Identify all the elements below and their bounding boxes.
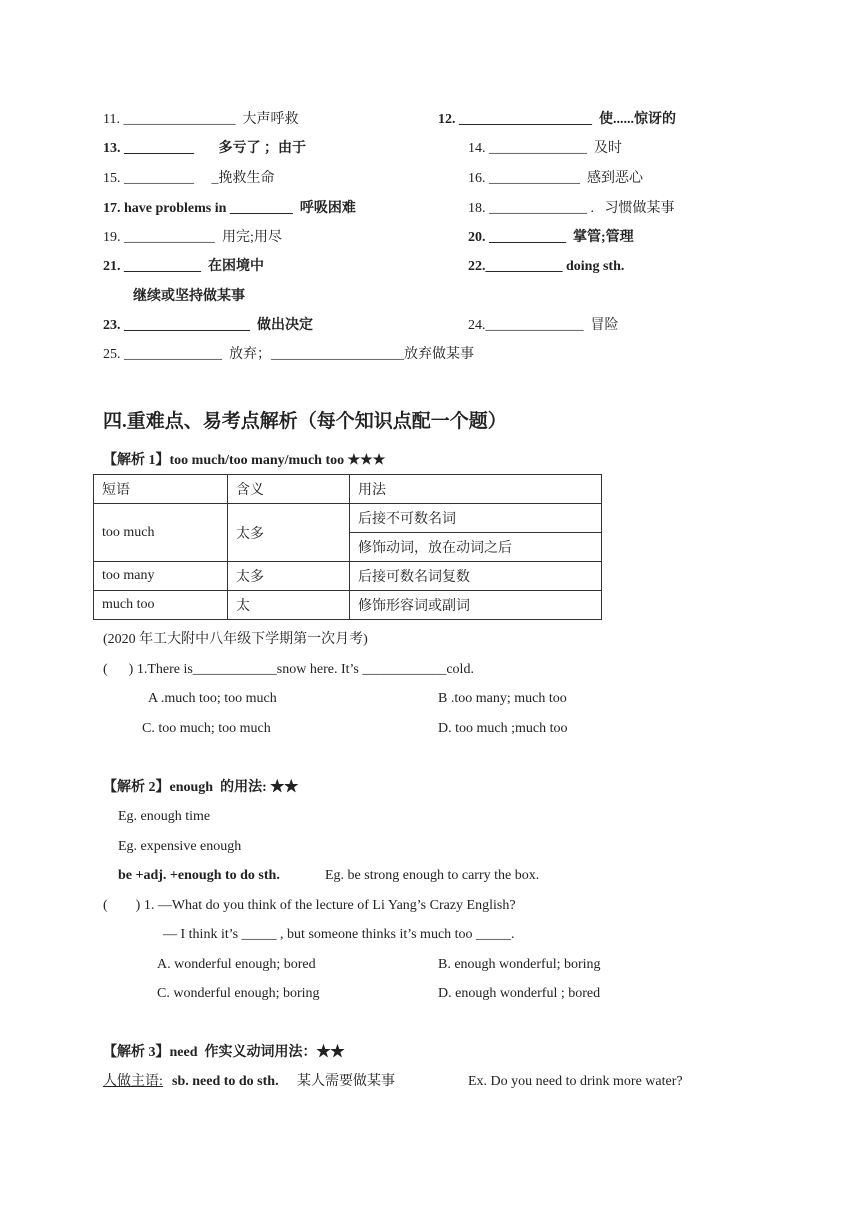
vocab-item-15: 15. __________ _挽救生命: [103, 171, 275, 186]
question-1-stem: ( ) 1. —What do you think of the lecture of Li Yang’s Crazy English?: [103, 898, 516, 913]
question-source: (2020 年工大附中八年级下学期第一次月考): [103, 632, 368, 647]
table-header-cell: 用法: [350, 475, 602, 504]
analysis-1-heading: 【解析 1】too much/too many/much too ★★★: [103, 453, 386, 468]
table-cell: 修饰动词，放在动词之后: [350, 533, 602, 562]
example-2: Eg. expensive enough: [118, 839, 242, 854]
option-b: B. enough wonderful; boring: [438, 957, 601, 972]
vocab-item-19: 19. _____________ 用完;用尽: [103, 230, 282, 245]
table-header-cell: 短语: [94, 475, 228, 504]
table-row: [94, 562, 602, 591]
table-row: [94, 504, 602, 533]
analysis-3-heading: 【解析 3】need 作实义动词用法：★★: [103, 1045, 345, 1060]
need-pattern-meaning: 某人需要做某事: [297, 1074, 395, 1089]
table-cell: 后接可数名词复数: [350, 562, 602, 591]
vocab-item-16: 16. _____________ 感到恶心: [468, 171, 643, 186]
option-c: C. too much; too much: [142, 721, 271, 736]
option-a: A .much too; too much: [148, 691, 277, 706]
table-cell: too many: [94, 562, 228, 591]
vocab-item-17: 17. have problems in _________ 呼吸困难: [103, 201, 356, 216]
vocab-item-12: 12. ___________________ 使......惊讶的: [438, 112, 676, 127]
table-cell: much too: [94, 591, 228, 620]
vocab-item-18: 18. ______________ . 习惯做某事: [468, 201, 675, 216]
vocab-item-23: 23. __________________ 做出决定: [103, 318, 313, 333]
table-cell: 太多: [228, 504, 350, 562]
need-pattern: sb. need to do sth.: [172, 1074, 279, 1089]
table-cell: too much: [94, 504, 228, 562]
analysis-2-heading: 【解析 2】enough 的用法: ★★: [103, 780, 299, 795]
option-d: D. enough wonderful ; bored: [438, 986, 601, 1001]
vocab-item-22-meaning: 继续或坚持做某事: [133, 289, 245, 304]
table-cell: 太多: [228, 562, 350, 591]
too-much-table: [93, 474, 602, 620]
question-1-answer-line: — I think it’s _____ , but someone thinks it’s much too _____.: [163, 927, 515, 942]
vocab-item-21: 21. ___________ 在困境中: [103, 259, 264, 274]
option-b: B .too many; much too: [438, 691, 567, 706]
option-c: C. wonderful enough; boring: [157, 986, 320, 1001]
option-d: D. too much ;much too: [438, 721, 568, 736]
vocab-item-24: 24.______________ 冒险: [468, 318, 619, 333]
table-header-cell: 含义: [228, 475, 350, 504]
vocab-item-11: 11. ________________ 大声呼救: [103, 112, 299, 127]
option-a: A. wonderful enough; bored: [157, 957, 316, 972]
vocab-item-13: 13. __________ 多亏了 ；由于: [103, 141, 306, 156]
table-cell: 太: [228, 591, 350, 620]
question-1-stem: ( ) 1.There is____________snow here. It’s ____________cold.: [103, 662, 474, 677]
vocab-item-14: 14. ______________ 及时: [468, 141, 622, 156]
grammar-rule-example: Eg. be strong enough to carry the box.: [325, 868, 540, 883]
section-title: 四.重难点、易考点解析（每个知识点配一个题）: [103, 411, 507, 432]
subject-label: 人做主语:: [103, 1074, 163, 1089]
need-example: Ex. Do you need to drink more water?: [468, 1074, 683, 1089]
table-cell: 修饰形容词或副词: [350, 591, 602, 620]
grammar-rule: be +adj. +enough to do sth.: [118, 868, 280, 883]
table-cell: 后接不可数名词: [350, 504, 602, 533]
table-row: [94, 591, 602, 620]
vocab-item-20: 20. ___________ 掌管;管理: [468, 230, 634, 245]
example-1: Eg. enough time: [118, 809, 211, 824]
table-header-row: [94, 475, 602, 504]
vocab-item-25: 25. ______________ 放弃；___________________放弃做某事: [103, 347, 474, 362]
vocab-item-22: 22.___________ doing sth.: [468, 259, 625, 274]
